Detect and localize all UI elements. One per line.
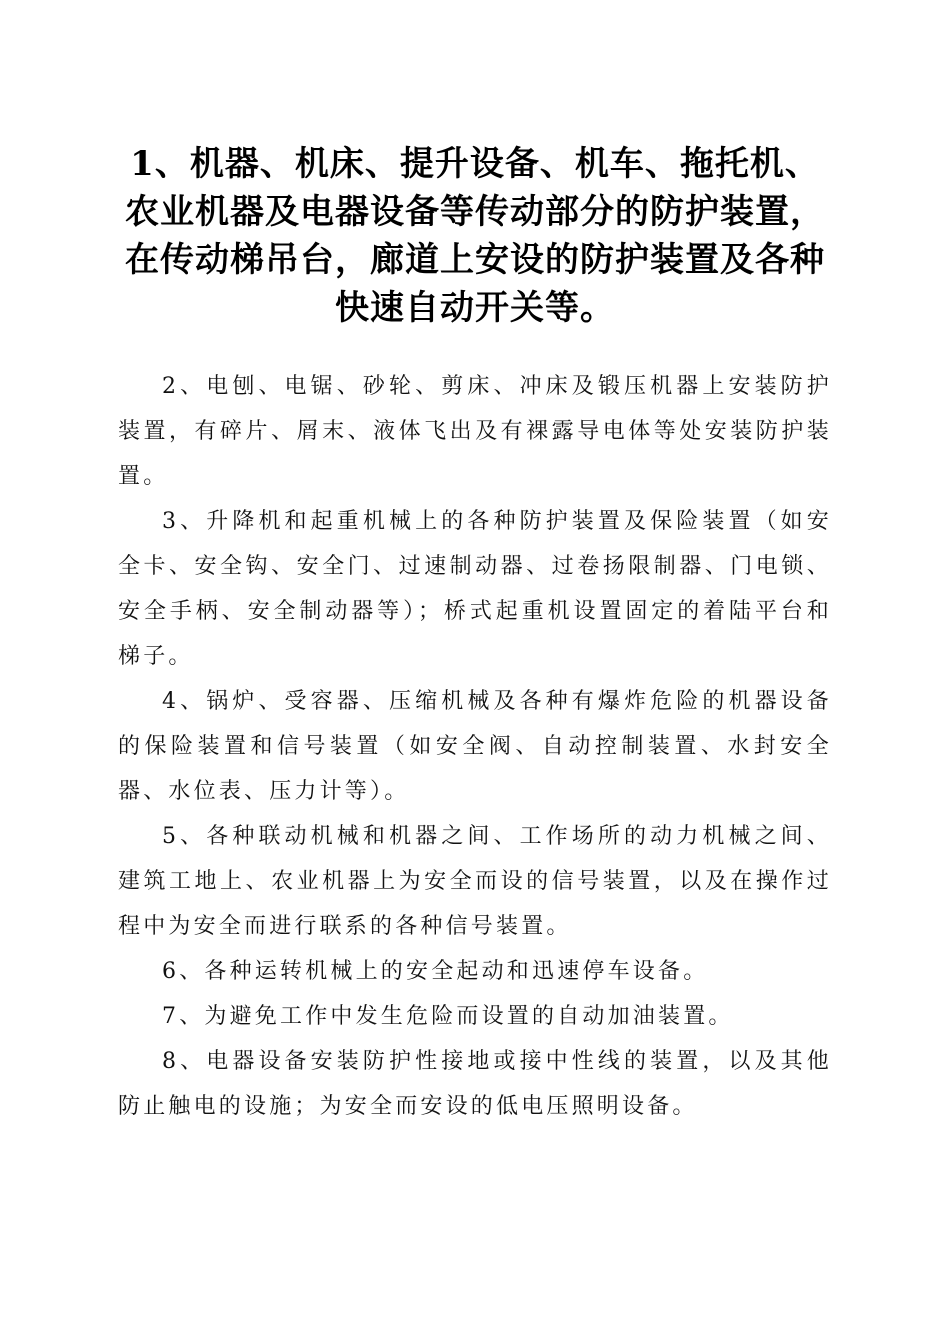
title-line: 1、机器、机床、提升设备、机车、拖托机、	[130, 144, 820, 184]
paragraph-item-3: 3、升降机和起重机械上的各种防护装置及保险装置（如安全卡、安全钩、安全门、过速制动器、过卷扬限制器、门电锁、安全手柄、安全制动器等）；桥式起重机设置固定的着陆平台和梯子。	[118, 509, 832, 669]
document-body	[118, 364, 832, 1129]
paragraph-item-2: 2、电刨、电锯、砂轮、剪床、冲床及锻压机器上安装防护装置，有碎片、屑末、液体飞出及有裸露导电体等处安装防护装置。	[118, 374, 832, 489]
title-line: 快速自动开关等。	[335, 288, 615, 328]
paragraph-item-6: 6、各种运转机械上的安全起动和迅速停车设备。	[162, 959, 709, 984]
paragraph-item-4: 4、锅炉、受容器、压缩机械及各种有爆炸危险的机器设备的保险装置和信号装置（如安全阀、自动控制装置、水封安全器、水位表、压力计等）。	[118, 689, 832, 804]
paragraph-item-7: 7、为避免工作中发生危险而设置的自动加油装置。	[162, 1004, 734, 1029]
paragraph-item-5: 5、各种联动机械和机器之间、工作场所的动力机械之间、建筑工地上、农业机器上为安全而设的信号装置，以及在操作过程中为安全而进行联系的各种信号装置。	[118, 824, 832, 939]
title-line: 在传动梯吊台，廊道上安设的防护装置及各种	[125, 240, 825, 280]
title-line: 农业机器及电器设备等传动部分的防护装置，	[125, 192, 825, 232]
paragraph-item-8: 8、电器设备安装防护性接地或接中性线的装置，以及其他防止触电的设施；为安全而安设的低电压照明设备。	[118, 1049, 832, 1119]
document-title	[118, 140, 832, 332]
